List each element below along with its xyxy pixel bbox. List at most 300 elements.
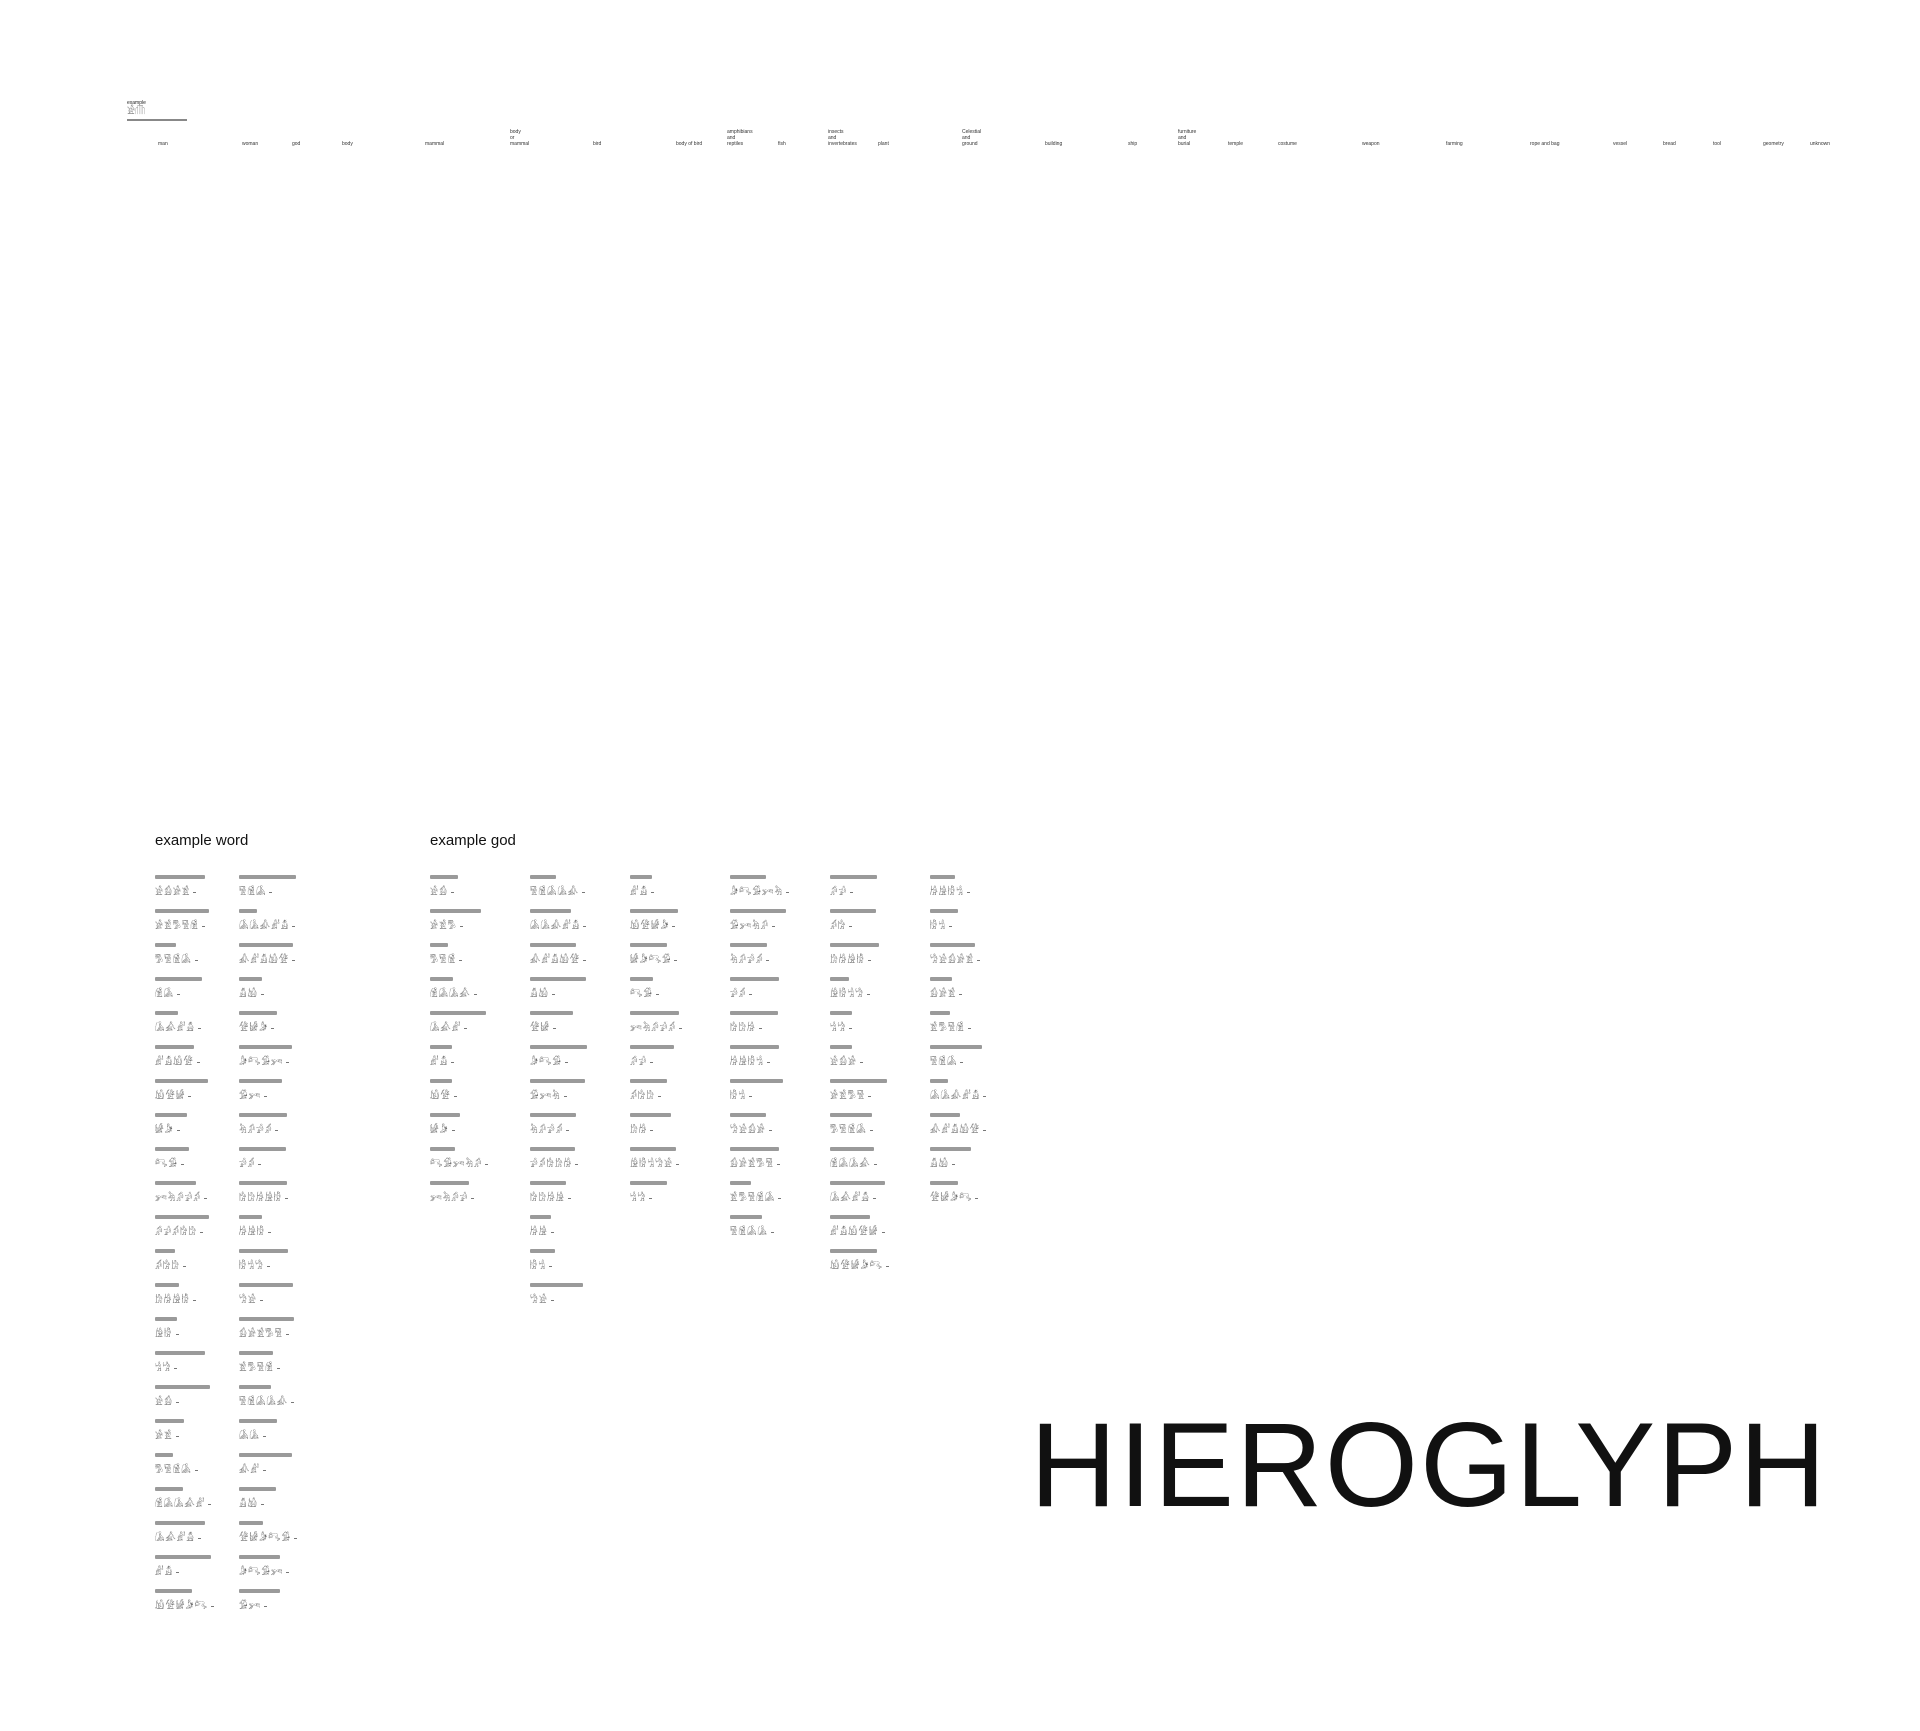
hieroglyph-group-icon: 𓀌𓀍 <box>430 1087 488 1102</box>
example-caption-mark <box>930 1045 982 1049</box>
hieroglyph-group-icon: 𓀙𓀚 <box>530 1223 587 1238</box>
example-caption-mark <box>630 909 678 913</box>
legend-glyph: 𓀀𓏆 <box>127 107 146 117</box>
example-entry <box>239 1317 297 1343</box>
example-caption-mark <box>930 1181 958 1185</box>
category-heading-line: plant <box>878 141 889 147</box>
hieroglyph-group-icon: 𓀙𓀚𓀛 <box>239 1223 297 1238</box>
example-caption-mark <box>530 909 571 913</box>
example-caption-mark <box>530 1283 583 1287</box>
hieroglyph-group-icon: 𓀖𓀗 <box>830 917 889 932</box>
hieroglyph-group-icon: 𓀜𓀝 <box>830 1019 889 1034</box>
example-caption-mark <box>830 1147 874 1151</box>
example-caption-mark <box>239 1079 282 1083</box>
hieroglyph-group-icon: 𓀓𓀔𓀕𓀖 <box>730 951 789 966</box>
example-caption-mark <box>730 875 766 879</box>
category-heading-line: insects <box>828 129 844 135</box>
hieroglyph-group-icon: 𓀁𓀂𓀃 <box>930 985 986 1000</box>
hieroglyph-group-icon: 𓀉𓀊𓀋𓀌𓀍 <box>930 1121 986 1136</box>
hieroglyph-group-icon: 𓀔𓀕𓀖𓀗𓀘 <box>155 1223 214 1238</box>
example-caption-mark <box>239 1045 292 1049</box>
example-caption-mark <box>239 1113 287 1117</box>
example-caption-mark <box>430 909 481 913</box>
hieroglyph-group-icon: 𓀈𓀉𓀊𓀋 <box>830 1189 889 1204</box>
category-heading <box>593 141 653 147</box>
hieroglyph-group-icon: 𓀄𓀅𓀆𓀇 <box>155 1461 214 1476</box>
hieroglyph-group-icon: 𓀊𓀋 <box>155 1563 214 1578</box>
example-entry <box>630 943 682 969</box>
example-caption-mark <box>430 1181 469 1185</box>
example-caption-mark <box>930 1011 950 1015</box>
category-heading-line: Celestial <box>962 129 982 135</box>
example-column <box>239 875 297 1623</box>
example-caption-mark <box>430 1113 460 1117</box>
category-heading-line: man <box>158 141 168 147</box>
hieroglyph-group-icon: 𓀗𓀘𓀙𓀚𓀛 <box>239 1189 297 1204</box>
category-heading <box>962 129 1022 147</box>
example-entry <box>830 1113 889 1139</box>
category-heading-line: and <box>1178 135 1187 141</box>
example-entry <box>830 1079 889 1105</box>
category-heading <box>1530 141 1590 147</box>
example-entry <box>155 1249 214 1275</box>
example-caption-mark <box>530 1147 575 1151</box>
example-entry <box>239 1555 297 1581</box>
hieroglyph-group-icon: 𓀅𓀆𓀇𓀈𓀉 <box>530 883 587 898</box>
example-entry <box>530 1011 587 1037</box>
sign-grid <box>593 153 595 648</box>
category-heading <box>1362 141 1422 147</box>
category-heading <box>510 129 570 147</box>
example-caption-mark <box>630 1147 676 1151</box>
example-entry <box>155 1215 214 1241</box>
hieroglyph-group-icon: 𓀏𓀐𓀑𓀒 <box>239 1563 297 1578</box>
example-caption-mark <box>239 1181 287 1185</box>
category-heading-line: body <box>342 141 353 147</box>
hieroglyph-group-icon: 𓀙𓀚𓀛𓀜 <box>730 1053 789 1068</box>
example-caption-mark <box>239 1011 277 1015</box>
hieroglyph-group-icon: 𓀋𓀌 <box>239 1495 297 1510</box>
example-column <box>830 875 889 1283</box>
example-caption-mark <box>239 1317 294 1321</box>
category-heading <box>1446 141 1506 147</box>
example-caption-mark <box>239 1283 293 1287</box>
example-entry <box>155 1317 214 1343</box>
hieroglyph-group-icon: 𓀂𓀃𓀄𓀅 <box>830 1087 889 1102</box>
hieroglyph-group-icon: 𓀝𓀀 <box>239 1291 297 1306</box>
category-heading-line: bird <box>593 141 602 147</box>
example-caption-mark <box>530 1113 576 1117</box>
example-caption-mark <box>239 1147 286 1151</box>
hieroglyph-group-icon: 𓀎𓀏 <box>155 1121 214 1136</box>
example-caption-mark <box>239 977 262 981</box>
hieroglyph-group-icon: 𓀄𓀅𓀆 <box>430 951 488 966</box>
example-entry <box>155 1487 214 1513</box>
example-entry <box>239 1215 297 1241</box>
example-entry <box>630 909 682 935</box>
example-entry <box>155 1283 214 1309</box>
category-heading-line: woman <box>242 141 259 147</box>
example-entry <box>530 943 587 969</box>
sign-grid <box>425 153 427 648</box>
example-column <box>930 875 986 1215</box>
hieroglyph-group-icon: 𓀐𓀑 <box>630 985 682 1000</box>
category-heading-line: or <box>510 135 515 141</box>
hieroglyph-group-icon: 𓀓𓀔𓀕𓀖 <box>530 1121 587 1136</box>
sign-grid <box>510 153 512 648</box>
example-caption-mark <box>155 1351 205 1355</box>
hieroglyph-group-icon: 𓀊𓀋 <box>430 1053 488 1068</box>
example-entry <box>930 1011 986 1037</box>
example-caption-mark <box>630 875 652 879</box>
example-caption-mark <box>155 1385 210 1389</box>
example-caption-mark <box>730 943 767 947</box>
hieroglyph-group-icon: 𓀂𓀃𓀄𓀅𓀆 <box>155 917 214 932</box>
hieroglyph-group-icon: 𓀏𓀐𓀑 <box>530 1053 587 1068</box>
category-heading-line: bread <box>1663 141 1676 147</box>
example-caption-mark <box>239 1453 292 1457</box>
hieroglyph-group-icon: 𓀈𓀉𓀊 <box>430 1019 488 1034</box>
example-caption-mark <box>730 1079 783 1083</box>
example-caption-mark <box>530 1045 587 1049</box>
example-entry <box>239 1079 297 1105</box>
example-entry <box>530 1113 587 1139</box>
category-heading-line: geometry <box>1763 141 1784 147</box>
example-entry <box>730 1045 789 1071</box>
hieroglyph-group-icon: 𓀚𓀛𓀜𓀝 <box>830 985 889 1000</box>
example-caption-mark <box>730 1113 766 1117</box>
example-entry <box>530 1215 587 1241</box>
hieroglyph-group-icon: 𓀜𓀝 <box>155 1359 214 1374</box>
example-caption-mark <box>155 1249 175 1253</box>
example-caption-mark <box>155 1555 211 1559</box>
category-heading-line: ship <box>1128 141 1138 147</box>
example-entry <box>630 1011 682 1037</box>
hieroglyph-group-icon: 𓀝𓀀 <box>530 1291 587 1306</box>
example-entry <box>155 1181 214 1207</box>
hieroglyph-group-icon: 𓀝𓀀𓀁𓀂 <box>730 1121 789 1136</box>
example-entry <box>155 909 214 935</box>
example-column <box>155 875 214 1623</box>
example-entry <box>730 1011 789 1037</box>
example-caption-mark <box>730 1181 751 1185</box>
example-caption-mark <box>239 1589 280 1593</box>
example-entry <box>730 943 789 969</box>
hieroglyph-group-icon: 𓀀𓀁𓀂 <box>830 1053 889 1068</box>
example-caption-mark <box>155 1113 187 1117</box>
example-caption-mark <box>530 1249 555 1253</box>
hieroglyph-group-icon: 𓀅𓀆𓀇𓀈 <box>730 1223 789 1238</box>
hieroglyph-group-icon: 𓀑𓀒𓀓𓀔 <box>730 917 789 932</box>
hieroglyph-group-icon: 𓀎𓀏𓀐𓀑 <box>630 951 682 966</box>
example-caption-mark <box>155 1215 209 1219</box>
hieroglyph-group-icon: 𓀍𓀎 <box>530 1019 587 1034</box>
hieroglyph-group-icon: 𓀃𓀄𓀅𓀆𓀇 <box>730 1189 789 1204</box>
category-heading <box>1810 141 1870 147</box>
example-caption-mark <box>239 1351 273 1355</box>
category-heading <box>878 141 938 147</box>
sign-grid <box>1530 153 1532 648</box>
hieroglyph-group-icon: 𓀗𓀘𓀙 <box>730 1019 789 1034</box>
hieroglyph-group-icon: 𓀕𓀖 <box>239 1155 297 1170</box>
example-caption-mark <box>730 1147 779 1151</box>
sign-grid <box>878 153 880 648</box>
example-column <box>430 875 488 1215</box>
example-entry <box>530 1147 587 1173</box>
hieroglyph-group-icon: 𓀒𓀓𓀔𓀕 <box>430 1189 488 1204</box>
example-entry <box>930 1045 986 1071</box>
hieroglyph-group-icon: 𓀃𓀄𓀅𓀆 <box>930 1019 986 1034</box>
hieroglyph-group-icon: 𓀍𓀎𓀏𓀐 <box>930 1189 986 1204</box>
example-caption-mark <box>155 1045 194 1049</box>
example-entry <box>239 1487 297 1513</box>
example-caption-mark <box>239 1215 262 1219</box>
example-entry <box>830 909 889 935</box>
hieroglyph-group-icon: 𓀌𓀍𓀎𓀏𓀐 <box>830 1257 889 1272</box>
example-entry <box>530 1249 587 1275</box>
example-entry <box>930 1079 986 1105</box>
example-entry <box>430 1045 488 1071</box>
hieroglyph-group-icon: 𓀛𓀜𓀝 <box>239 1257 297 1272</box>
example-caption-mark <box>155 909 209 913</box>
example-entry <box>155 1079 214 1105</box>
example-entry <box>239 1283 297 1309</box>
example-entry <box>155 1589 214 1615</box>
category-heading-line: temple <box>1228 141 1244 147</box>
example-caption-mark <box>239 1487 276 1491</box>
example-entry <box>239 1521 297 1547</box>
example-entry <box>239 977 297 1003</box>
category-heading-line: vessel <box>1613 141 1628 147</box>
category-heading-line: reptiles <box>727 141 744 147</box>
example-entry <box>430 909 488 935</box>
hieroglyph-group-icon: 𓀇𓀈𓀉𓀊𓀋 <box>239 917 297 932</box>
hieroglyph-group-icon: 𓀖𓀗𓀘 <box>630 1087 682 1102</box>
hieroglyph-group-icon: 𓀚𓀛 <box>155 1325 214 1340</box>
category-heading-line: invertebrates <box>828 141 857 147</box>
hieroglyph-group-icon: 𓀇𓀈 <box>239 1427 297 1442</box>
example-caption-mark <box>830 875 877 879</box>
example-entry <box>630 1147 682 1173</box>
example-caption-mark <box>155 1147 189 1151</box>
category-heading-line: body <box>510 129 521 135</box>
hieroglyph-group-icon: 𓀑𓀒𓀓 <box>530 1087 587 1102</box>
example-entry <box>830 977 889 1003</box>
example-caption-mark <box>830 1113 872 1117</box>
hieroglyph-group-icon: 𓀈𓀉𓀊𓀋 <box>155 1529 214 1544</box>
hieroglyph-group-icon: 𓀊𓀋𓀌𓀍𓀎 <box>830 1223 889 1238</box>
example-entry <box>830 943 889 969</box>
example-caption-mark <box>430 1011 486 1015</box>
example-entry <box>239 1249 297 1275</box>
example-entry <box>930 1113 986 1139</box>
sign-grid <box>1446 153 1448 648</box>
example-caption-mark <box>239 943 293 947</box>
example-entry <box>530 1181 587 1207</box>
example-entry <box>239 1011 297 1037</box>
hieroglyph-group-icon: 𓀊𓀋𓀌𓀍 <box>155 1053 214 1068</box>
hieroglyph-group-icon: 𓀆𓀇𓀈𓀉 <box>430 985 488 1000</box>
example-caption-mark <box>830 1045 852 1049</box>
example-caption-mark <box>155 1487 183 1491</box>
hieroglyph-group-icon: 𓀔𓀕 <box>630 1053 682 1068</box>
example-entry <box>239 1453 297 1479</box>
hieroglyph-group-icon: 𓀉𓀊𓀋𓀌𓀍 <box>530 951 587 966</box>
hieroglyph-group-icon: 𓀘𓀙𓀚𓀛 <box>830 951 889 966</box>
example-caption-mark <box>430 875 458 879</box>
hieroglyph-group-icon: 𓀁𓀂𓀃𓀄𓀅 <box>730 1155 789 1170</box>
hieroglyph-group-icon: 𓀑𓀒 <box>239 1087 297 1102</box>
category-heading-line: ground <box>962 141 978 147</box>
hieroglyph-group-icon: 𓀀𓀁𓀂𓀃 <box>155 883 214 898</box>
hieroglyph-group-icon: 𓀀𓀁 <box>430 883 488 898</box>
example-entry <box>630 977 682 1003</box>
example-caption-mark <box>830 909 876 913</box>
example-entry <box>930 1181 986 1207</box>
example-caption-mark <box>530 943 576 947</box>
example-caption-mark <box>830 977 849 981</box>
example-caption-mark <box>530 875 556 879</box>
example-caption-mark <box>630 1113 671 1117</box>
hieroglyph-group-icon: 𓀊𓀋 <box>630 883 682 898</box>
example-entry <box>930 909 986 935</box>
sign-grid <box>1045 153 1047 648</box>
example-entry <box>430 1147 488 1173</box>
example-entry <box>239 1419 297 1445</box>
example-caption-mark <box>930 1079 948 1083</box>
example-caption-mark <box>239 1555 280 1559</box>
example-caption-mark <box>630 1045 674 1049</box>
hieroglyph-group-icon: 𓀛𓀜 <box>730 1087 789 1102</box>
legend-title: example <box>127 100 146 106</box>
example-column <box>630 875 682 1215</box>
sign-grid <box>158 153 160 648</box>
hieroglyph-group-icon: 𓀅𓀆𓀇𓀈𓀉 <box>239 1393 297 1408</box>
hieroglyph-group-icon: 𓀋𓀌 <box>530 985 587 1000</box>
example-entry <box>830 1045 889 1071</box>
category-heading-line: and <box>828 135 837 141</box>
category-heading-line: fish <box>778 141 786 147</box>
example-entry <box>630 1079 682 1105</box>
category-heading-line: mammal <box>510 141 530 147</box>
poster-title: HIEROGLYPH <box>1030 1398 1828 1532</box>
example-entry <box>155 977 214 1003</box>
example-caption-mark <box>930 943 975 947</box>
hieroglyph-group-icon: 𓀙𓀚𓀛𓀜 <box>930 883 986 898</box>
sign-list <box>0 0 1920 720</box>
example-column <box>730 875 789 1249</box>
hieroglyph-group-icon: 𓀒𓀓𓀔𓀕𓀖 <box>155 1189 214 1204</box>
example-entry <box>530 909 587 935</box>
example-entry <box>630 1181 682 1207</box>
hieroglyph-group-icon: 𓀘𓀙 <box>630 1121 682 1136</box>
hieroglyph-group-icon: 𓀑𓀒 <box>239 1597 297 1612</box>
example-entry <box>155 1045 214 1071</box>
category-heading-line: tool <box>1713 141 1722 147</box>
hieroglyph-group-icon: 𓀀𓀁 <box>155 1393 214 1408</box>
example-caption-mark <box>630 977 653 981</box>
example-entry <box>430 943 488 969</box>
example-entry <box>155 1453 214 1479</box>
sign-grid <box>342 153 344 681</box>
example-entry <box>530 977 587 1003</box>
category-heading-line: unknown <box>1810 141 1831 147</box>
category-heading-line: god <box>292 141 301 147</box>
example-entry <box>155 875 214 901</box>
hieroglyph-group-icon: 𓀅𓀆𓀇 <box>239 883 297 898</box>
hieroglyph-group-icon: 𓀂𓀃𓀄 <box>430 917 488 932</box>
example-entry <box>730 977 789 1003</box>
example-entry <box>155 1521 214 1547</box>
example-entry <box>155 943 214 969</box>
example-caption-mark <box>830 1011 852 1015</box>
example-entry <box>155 1385 214 1411</box>
example-entry <box>730 1079 789 1105</box>
category-heading-line: amphibians <box>727 129 753 135</box>
example-caption-mark <box>530 977 586 981</box>
example-entry <box>930 875 986 901</box>
example-caption-mark <box>239 909 257 913</box>
example-caption-mark <box>730 1011 778 1015</box>
example-caption-mark <box>430 943 448 947</box>
hieroglyph-group-icon: 𓀃𓀄𓀅𓀆 <box>239 1359 297 1374</box>
example-caption-mark <box>239 1385 271 1389</box>
category-heading-line: weapon <box>1362 141 1380 147</box>
category-heading-line: burial <box>1178 141 1191 147</box>
hieroglyph-group-icon: 𓀏𓀐𓀑𓀒 <box>239 1053 297 1068</box>
example-entry <box>530 1079 587 1105</box>
example-entry <box>155 1351 214 1377</box>
example-entry <box>730 875 789 901</box>
example-entry <box>239 1351 297 1377</box>
hieroglyph-group-icon: 𓀈𓀉𓀊𓀋 <box>155 1019 214 1034</box>
example-caption-mark <box>155 1181 196 1185</box>
example-caption-mark <box>730 909 786 913</box>
category-heading <box>158 141 218 147</box>
hieroglyph-group-icon: 𓀂𓀃 <box>155 1427 214 1442</box>
hieroglyph-group-icon: 𓀜𓀝 <box>630 1189 682 1204</box>
hieroglyph-group-icon: 𓀍𓀎𓀏𓀐𓀑 <box>239 1529 297 1544</box>
hieroglyph-group-icon: 𓀛𓀜 <box>930 917 986 932</box>
example-entry <box>430 1011 488 1037</box>
example-entry <box>830 1011 889 1037</box>
example-entry <box>630 1113 682 1139</box>
hieroglyph-group-icon: 𓀌𓀍𓀎 <box>155 1087 214 1102</box>
example-entry <box>730 1113 789 1139</box>
example-caption-mark <box>530 1215 551 1219</box>
example-caption-mark <box>530 1079 585 1083</box>
example-caption-mark <box>830 1249 877 1253</box>
hieroglyph-group-icon: 𓀌𓀍𓀎𓀏 <box>630 917 682 932</box>
hieroglyph-group-icon: 𓀕𓀖𓀗𓀘𓀙 <box>530 1155 587 1170</box>
example-caption-mark <box>730 1215 762 1219</box>
example-caption-mark <box>830 1215 870 1219</box>
example-caption-mark <box>830 1079 887 1083</box>
example-caption-mark <box>430 1079 452 1083</box>
example-caption-mark <box>430 1147 455 1151</box>
hieroglyph-group-icon: 𓀘𓀙𓀚𓀛 <box>155 1291 214 1306</box>
example-caption-mark <box>730 977 779 981</box>
example-caption-mark <box>239 875 296 879</box>
example-caption-mark <box>530 1011 573 1015</box>
example-caption-mark <box>155 1521 205 1525</box>
example-caption-mark <box>530 1181 566 1185</box>
example-caption-mark <box>930 1147 971 1151</box>
example-entry <box>930 977 986 1003</box>
example-caption-mark <box>155 1419 184 1423</box>
category-heading-line: and <box>727 135 736 141</box>
example-caption-mark <box>630 943 667 947</box>
